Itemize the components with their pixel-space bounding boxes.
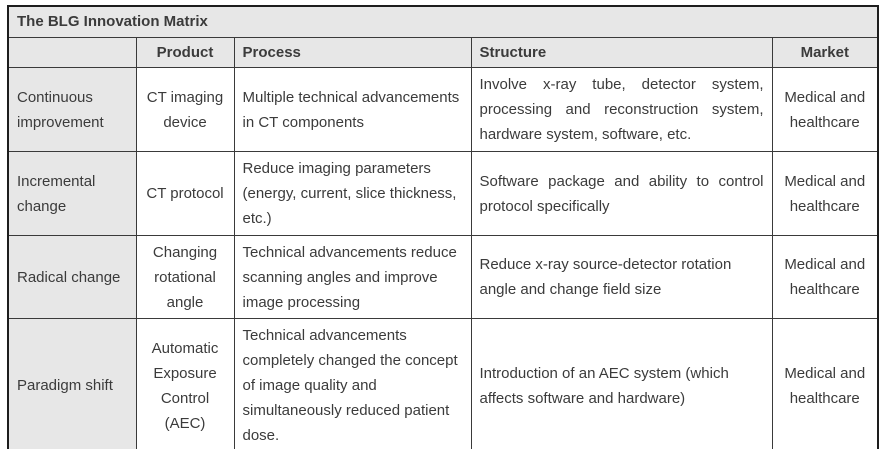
table-header-row <box>8 38 878 68</box>
structure-cell: Introduction of an AEC system (which affects software and hardware) <box>471 319 772 449</box>
product-cell: CT protocol <box>136 152 234 236</box>
blg-innovation-matrix-table <box>7 5 879 449</box>
table-title: The BLG Innovation Matrix <box>8 6 878 38</box>
market-cell: Medical and healthcare <box>772 236 878 319</box>
product-cell: Automatic Exposure Control (AEC) <box>136 319 234 449</box>
table-title-row <box>8 6 878 38</box>
row-label: Incremental change <box>8 152 136 236</box>
structure-cell: Involve x-ray tube, detector system, processing and reconstruction system, hardware system, software, etc. <box>471 68 772 152</box>
header-empty <box>8 38 136 68</box>
row-label: Paradigm shift <box>8 319 136 449</box>
table-row-paradigm-shift <box>8 319 878 449</box>
header-process: Process <box>234 38 471 68</box>
header-product: Product <box>136 38 234 68</box>
product-cell: CT imaging device <box>136 68 234 152</box>
process-cell: Technical advancements completely changed the concept of image quality and simultaneously reduced patient dose. <box>234 319 471 449</box>
process-cell: Multiple technical advancements in CT components <box>234 68 471 152</box>
product-cell: Changing rotational angle <box>136 236 234 319</box>
row-label: Radical change <box>8 236 136 319</box>
table-row-incremental-change <box>8 152 878 236</box>
market-cell: Medical and healthcare <box>772 68 878 152</box>
market-cell: Medical and healthcare <box>772 152 878 236</box>
header-structure: Structure <box>471 38 772 68</box>
structure-cell: Reduce x-ray source-detector rotation angle and change field size <box>471 236 772 319</box>
market-cell: Medical and healthcare <box>772 319 878 449</box>
table-row-radical-change <box>8 236 878 319</box>
process-cell: Technical advancements reduce scanning angles and improve image processing <box>234 236 471 319</box>
process-cell: Reduce imaging parameters (energy, current, slice thickness, etc.) <box>234 152 471 236</box>
structure-cell: Software package and ability to control protocol specifically <box>471 152 772 236</box>
header-market: Market <box>772 38 878 68</box>
table-row-continuous-improvement <box>8 68 878 152</box>
row-label: Continuous improvement <box>8 68 136 152</box>
